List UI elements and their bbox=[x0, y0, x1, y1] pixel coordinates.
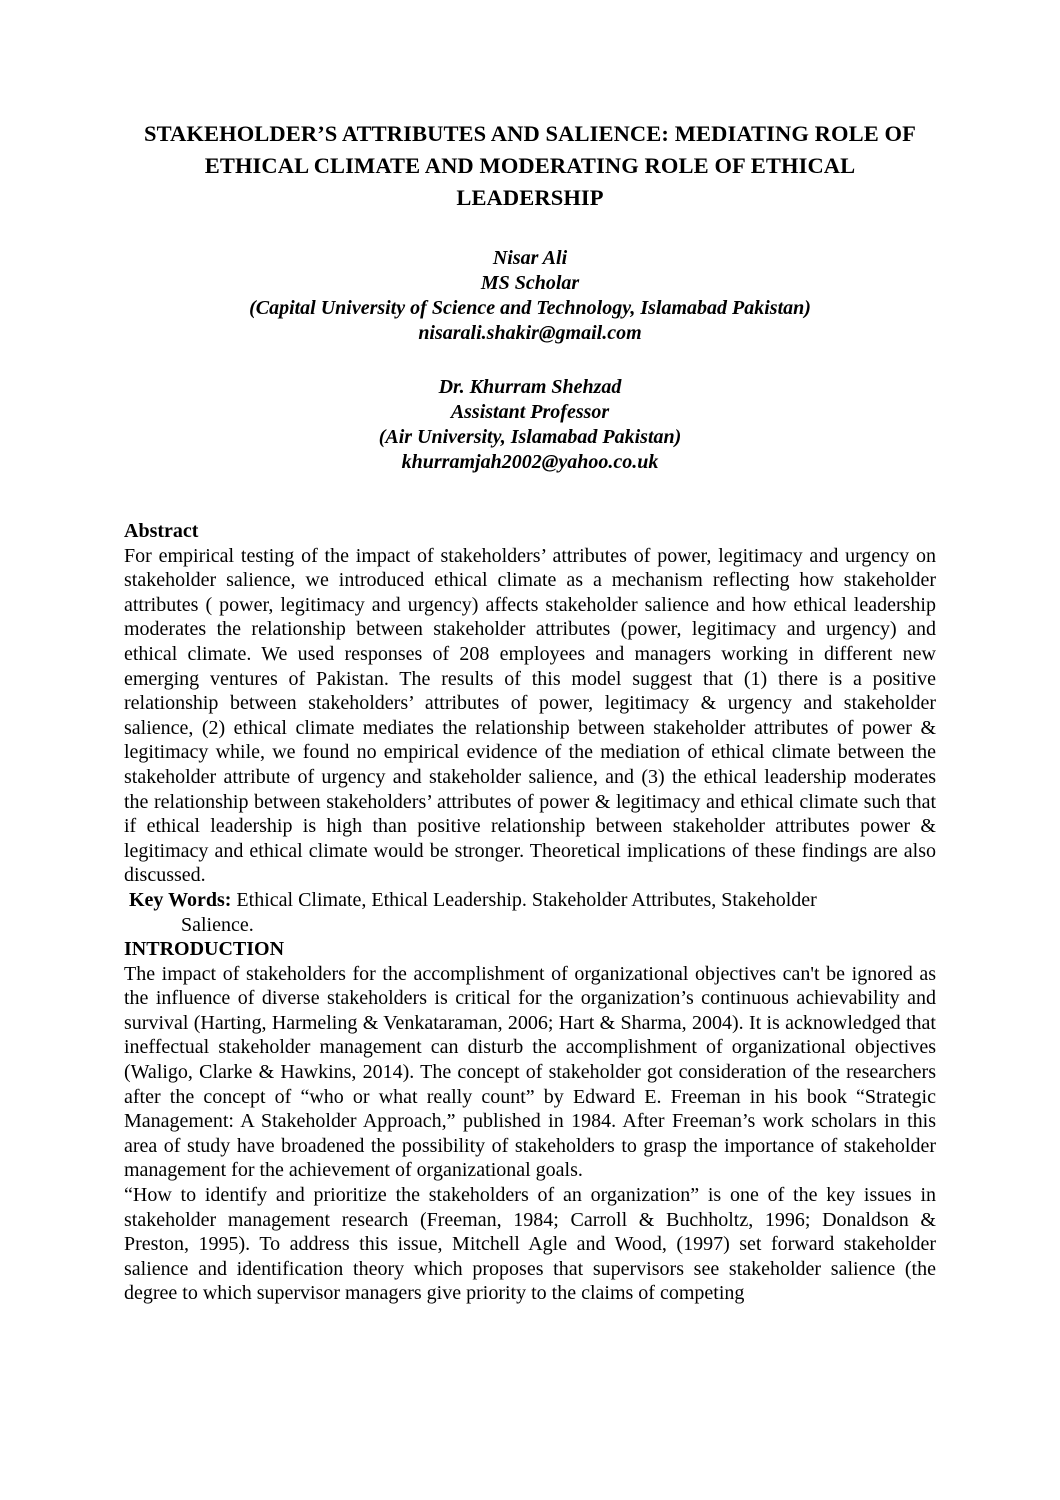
keywords-line-2: Salience. bbox=[181, 913, 254, 936]
author-block-primary bbox=[124, 246, 936, 346]
keywords-label: Key Words: bbox=[129, 888, 232, 911]
keywords-line-1: Ethical Climate, Ethical Leadership. Stakeholder Attributes, Stakeholder bbox=[231, 888, 817, 911]
introduction-heading: INTRODUCTION bbox=[124, 938, 285, 961]
author-name: Dr. Khurram Shehzad bbox=[438, 376, 622, 398]
page-title: STAKEHOLDER’S ATTRIBUTES AND SALIENCE: MEDIATING ROLE OF ETHICAL CLIMATE AND MODERATING ROLE OF ETHICAL LEADERSHIP bbox=[143, 121, 916, 210]
introduction-paragraph-2: “How to identify and prioritize the stakeholders of an organization” is one of the key issues in stakeholder management research (Freeman, 1984; Carroll & Buchholtz, 1996; Donaldson & Preston, 1995). To address this issue, Mitchell Agle and Wood, (1997) set forward stakeholder salience and identification theory which proposes that supervisors see stakeholder salience (the degree to which supervisor managers give priority to the claims of competing bbox=[124, 1184, 936, 1305]
author-affiliation: (Capital University of Science and Technology, Islamabad Pakistan) bbox=[249, 297, 811, 319]
author-email[interactable]: khurramjah2002@yahoo.co.uk bbox=[401, 451, 659, 473]
abstract-heading: Abstract bbox=[124, 520, 199, 542]
page-content bbox=[124, 118, 936, 1306]
author-role: MS Scholar bbox=[480, 272, 580, 294]
author-affiliation: (Air University, Islamabad Pakistan) bbox=[378, 426, 682, 448]
abstract-text: For empirical testing of the impact of stakeholders’ attributes of power, legitimacy and urgency on stakeholder salience, we introduced ethical climate as a mechanism reflecting how stakeholder attributes ( power, legitimacy and urgency) affects stakeholder salience and how ethical leadership moderates the relationship between stakeholder attributes (power, legitimacy and urgency) and ethical climate. We used responses of 208 employees and managers working in different new emerging ventures of Pakistan. The results of this model suggest that (1) there is a positive relationship between stakeholders’ attributes of power, legitimacy & urgency and stakeholder salience, (2) ethical climate mediates the relationship between stakeholder attributes of power & legitimacy while, we found no empirical evidence of the mediation of ethical climate between the stakeholder attribute of urgency and stakeholder salience, and (3) the ethical leadership moderates the relationship between stakeholders’ attributes of power & legitimacy and ethical climate such that if ethical leadership is high than positive relationship between stakeholder attributes power & legitimacy and ethical climate would be stronger. Theoretical implications of these findings are also discussed. bbox=[124, 544, 936, 887]
author-block-secondary bbox=[124, 375, 936, 475]
introduction-paragraph-1: The impact of stakeholders for the accomplishment of organizational objectives can't be ignored as the influence of diverse stakeholders is critical for the organization’s continuous achievability and survival (Harting, Harmeling & Venkataraman, 2006; Hart & Sharma, 2004). It is acknowledged that ineffectual stakeholder management can disturb the accomplishment of organizational objectives (Waligo, Clarke & Hawkins, 2014). The concept of stakeholder got consideration of the researchers after the concept of “who or what really count” by Edward E. Freeman in his book “Strategic Management: A Stakeholder Approach,” published in 1984. After Freeman’s work scholars in this area of study have broadened the possibility of stakeholders to grasp the importance of stakeholder management for the achievement of organizational goals. bbox=[124, 962, 936, 1182]
keywords bbox=[124, 888, 936, 937]
author-name: Nisar Ali bbox=[492, 247, 568, 269]
author-email[interactable]: nisarali.shakir@gmail.com bbox=[418, 322, 642, 344]
author-role: Assistant Professor bbox=[450, 401, 610, 423]
